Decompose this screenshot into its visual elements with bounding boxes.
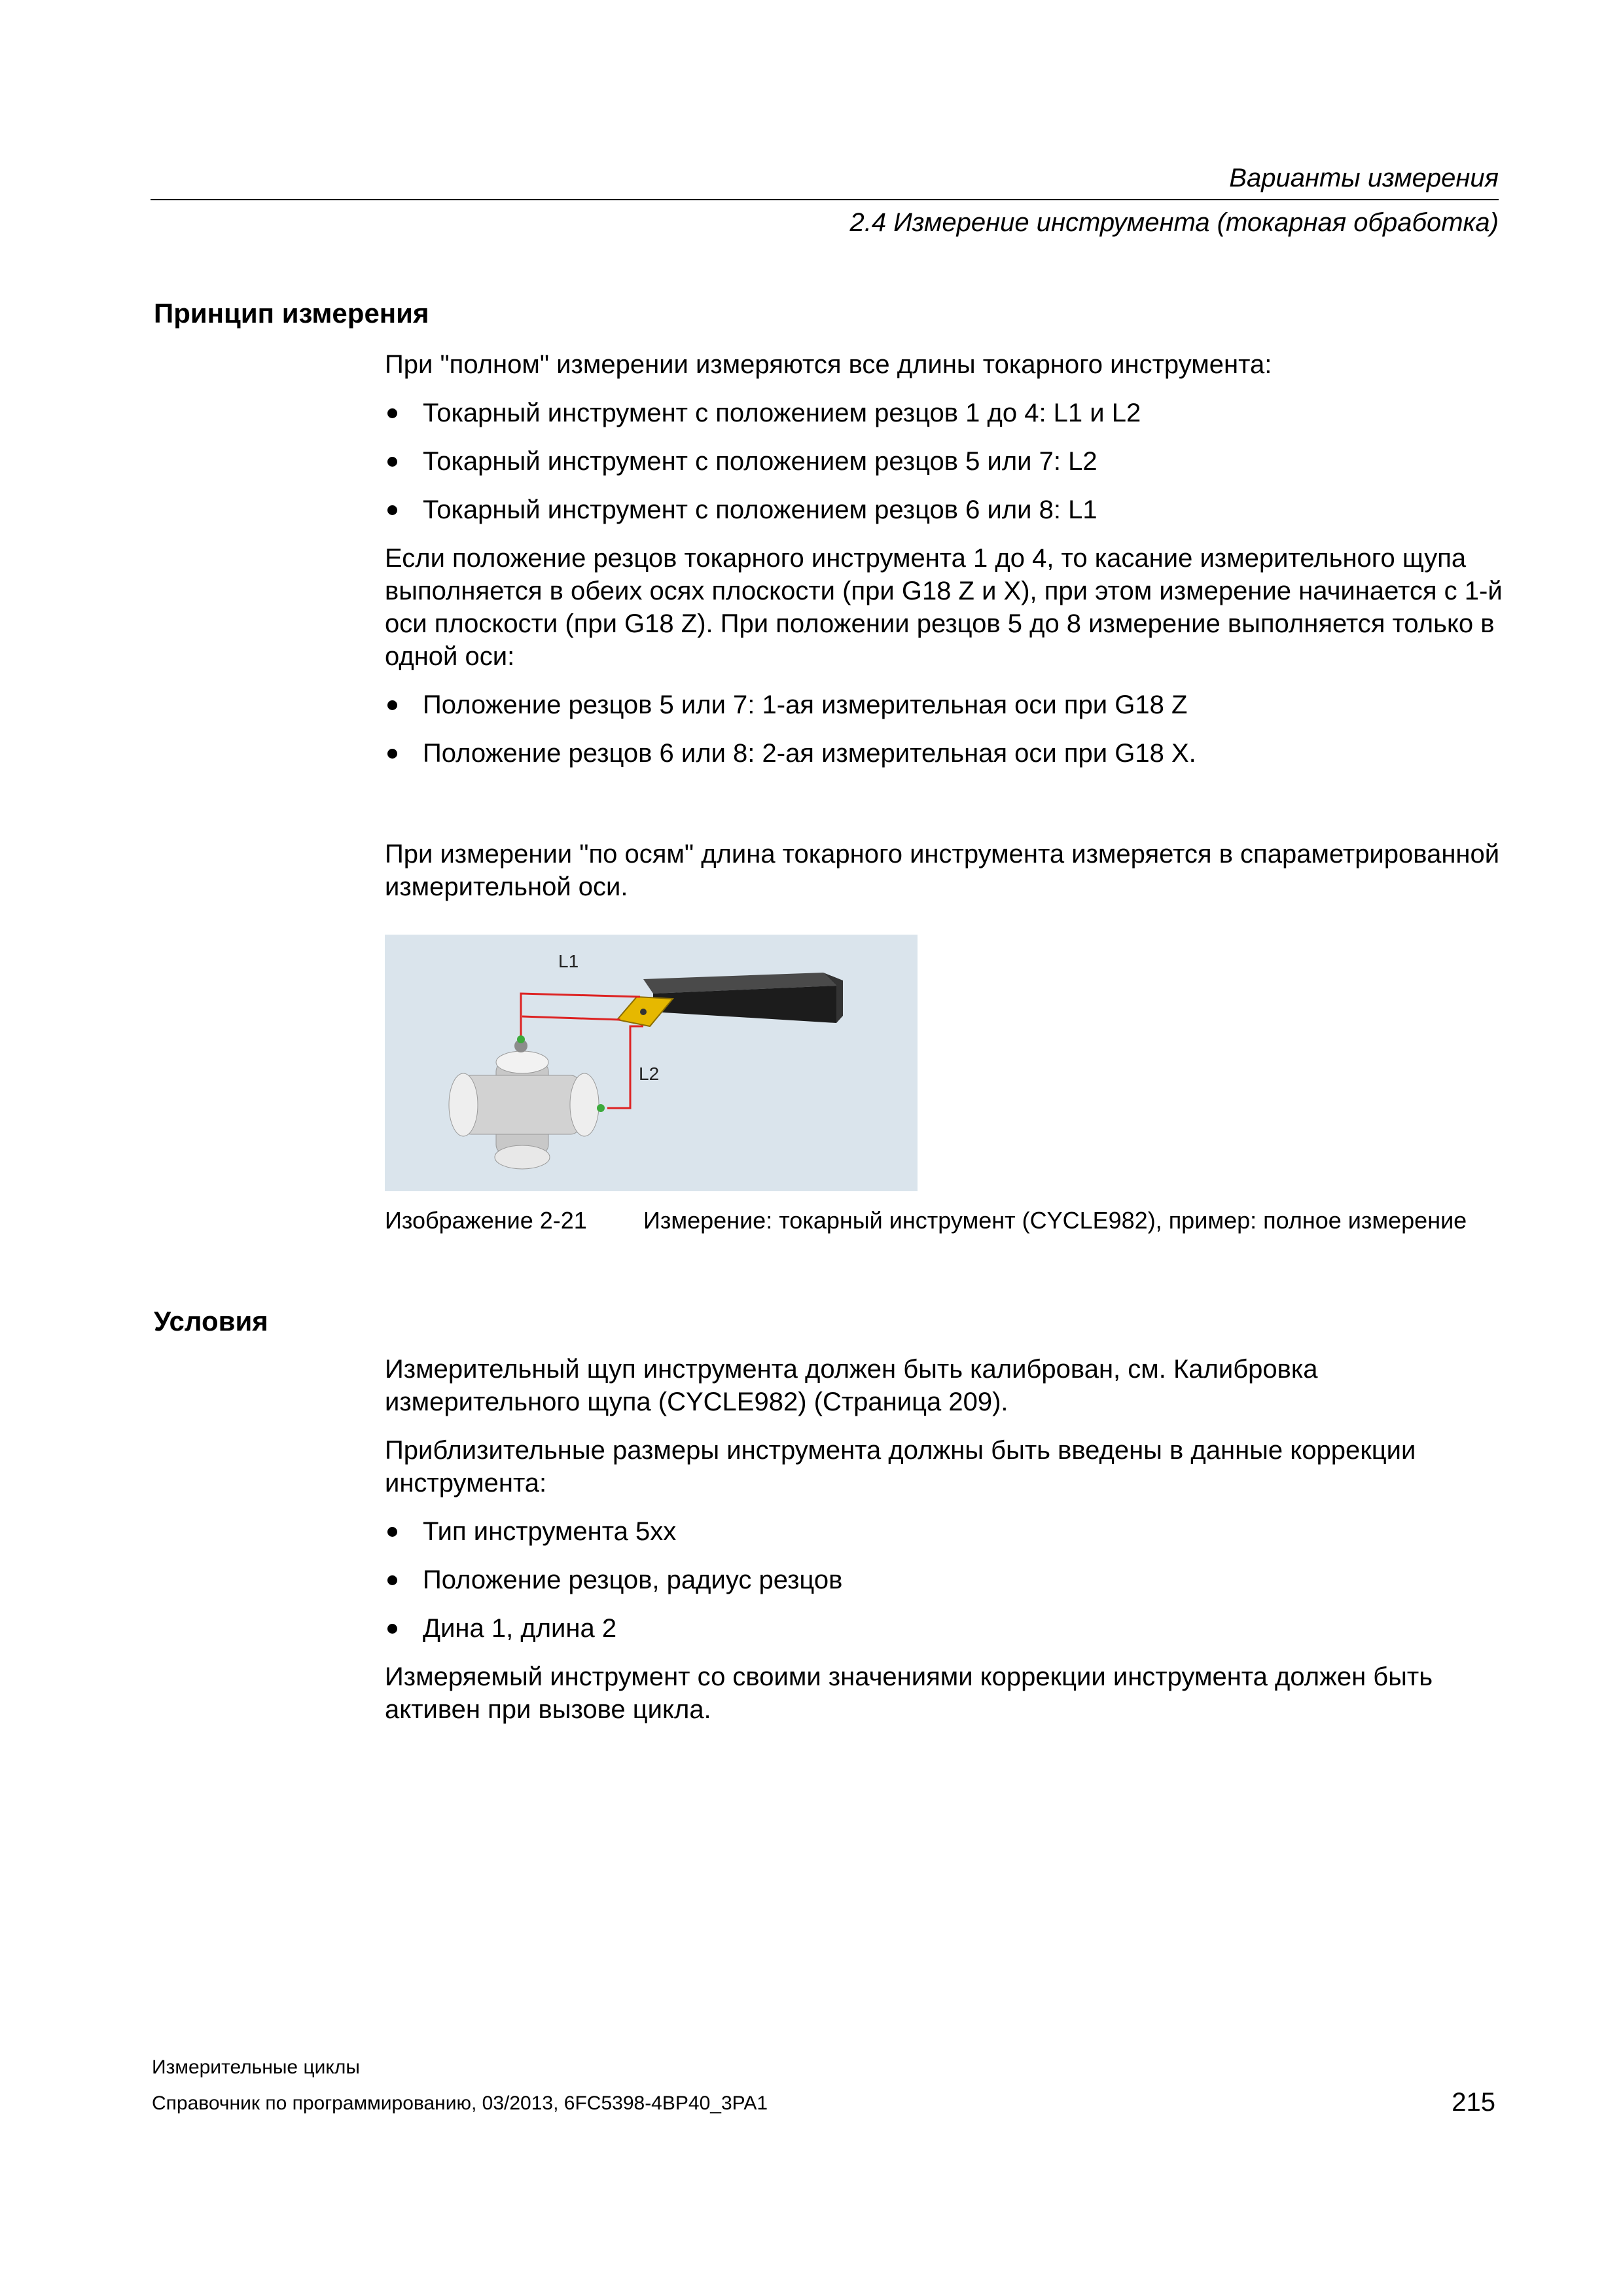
list-item-text: Положение резцов, радиус резцов xyxy=(423,1566,843,1594)
bullet-icon xyxy=(385,445,423,478)
footer-title: Измерительные циклы xyxy=(152,2056,360,2078)
list-item-text: Токарный инструмент с положением резцов 6 или 8: L1 xyxy=(423,495,1097,524)
list-item xyxy=(385,445,1504,478)
list-item xyxy=(385,689,1504,721)
principle-heading: Принцип измерения xyxy=(154,298,429,329)
list-item-text: Токарный инструмент с положением резцов 5 или 7: L2 xyxy=(423,447,1097,476)
probe-horizontal-body xyxy=(462,1075,580,1134)
contact-point-top xyxy=(517,1035,525,1043)
conditions-body xyxy=(385,1353,1504,1742)
principle-body xyxy=(385,348,1504,785)
caption-number: Изображение 2-21 xyxy=(385,1207,587,1234)
figure-caption xyxy=(385,1206,1467,1235)
conditions-heading: Условия xyxy=(154,1306,268,1336)
bullet-icon xyxy=(385,689,423,721)
list-item xyxy=(385,737,1504,770)
axes-paragraph-block xyxy=(385,838,1504,919)
bullet-icon xyxy=(385,493,423,526)
principle-paragraph: Если положение резцов токарного инструмента 1 до 4, то касание измерительного щупа выполняется в обеих осях плоскости (при G18 Z и X), при этом измерение начинается с 1-й оси плоскости (при G18 Z). При положении резцов 5 до 8 измерение выполняется только в одной оси: xyxy=(385,544,1503,671)
list-item-text: Положение резцов 5 или 7: 1-ая измерительная оси при G18 Z xyxy=(423,691,1188,719)
list-item-text: Тип инструмента 5xx xyxy=(423,1517,677,1546)
list-item xyxy=(385,1515,1504,1548)
bullet-icon xyxy=(385,397,423,429)
footer-document-id: Справочник по программированию, 03/2013, 6FC5398-4BP40_3PA1 xyxy=(152,2092,768,2114)
l2-path xyxy=(607,1026,643,1108)
conditions-para3: Измеряемый инструмент со своими значениями коррекции инструмента должен быть активен при вызове цикла. xyxy=(385,1662,1433,1724)
label-l1: L1 xyxy=(558,951,579,971)
contact-point-side xyxy=(597,1104,605,1112)
conditions-para2: Приблизительные размеры инструмента должны быть введены в данные коррекции инструмента: xyxy=(385,1436,1416,1498)
conditions-para1: Измерительный щуп инструмента должен быть калиброван, см. Калибровка измерительного щупа (CYCLE982) (Страница 209). xyxy=(385,1355,1318,1416)
probe-left-cap xyxy=(449,1073,478,1136)
bullet-icon xyxy=(385,1515,423,1548)
header-rule xyxy=(151,199,1499,200)
list-item xyxy=(385,1612,1504,1645)
probe-top-cap xyxy=(496,1051,548,1073)
running-header-subsection: 2.4 Измерение инструмента (токарная обработка) xyxy=(849,208,1499,237)
bullet-icon xyxy=(385,1612,423,1645)
l1-return-path xyxy=(522,1016,620,1020)
list-item xyxy=(385,397,1504,429)
label-l2: L2 xyxy=(639,1064,660,1084)
caption-text: Измерение: токарный инструмент (CYCLE982), пример: полное измерение xyxy=(643,1207,1467,1234)
turning-tool-illustration xyxy=(385,935,918,1191)
axes-paragraph: При измерении "по осям" длина токарного инструмента измеряется в спараметрированной измерительной оси. xyxy=(385,840,1500,901)
running-header-section: Варианты измерения xyxy=(1229,164,1499,192)
list-item xyxy=(385,1564,1504,1596)
page-number: 215 xyxy=(1452,2088,1495,2117)
list-item-text: Токарный инструмент с положением резцов 1 до 4: L1 и L2 xyxy=(423,399,1141,427)
probe-bottom-cap xyxy=(495,1145,550,1169)
insert-screw xyxy=(640,1009,647,1015)
list-item-text: Дина 1, длина 2 xyxy=(423,1614,617,1643)
list-item-text: Положение резцов 6 или 8: 2-ая измерительная оси при G18 X. xyxy=(423,739,1196,768)
probe-right-cap xyxy=(570,1073,599,1136)
bullet-icon xyxy=(385,1564,423,1596)
bullet-icon xyxy=(385,737,423,770)
principle-intro: При "полном" измерении измеряются все длины токарного инструмента: xyxy=(385,350,1272,379)
list-item xyxy=(385,493,1504,526)
tool-measurement-figure xyxy=(385,935,918,1191)
